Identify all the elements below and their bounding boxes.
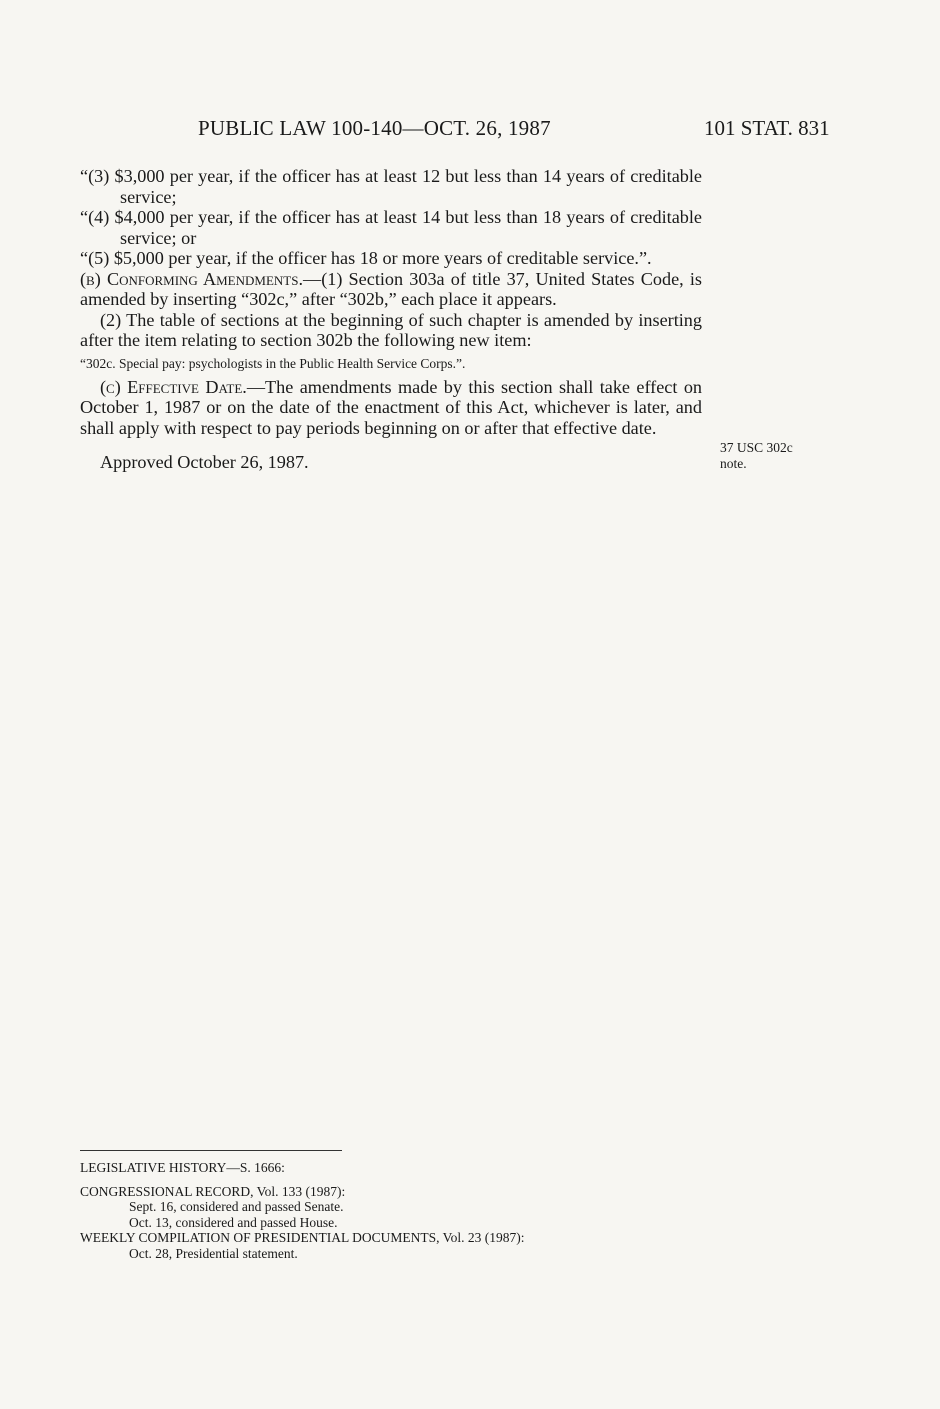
paragraph-5: “(5) $5,000 per year, if the officer has 18 or more years of creditable service.”. <box>80 248 652 268</box>
spacer <box>80 438 702 452</box>
statute-text <box>80 166 702 473</box>
footnote-divider <box>80 1150 342 1151</box>
subsection-b <box>80 269 702 310</box>
approval-date: Approved October 26, 1987. <box>100 452 309 472</box>
subsection-b-heading: (b) Conforming Amendments. <box>80 268 303 289</box>
history-item: Oct. 13, considered and passed House. <box>129 1214 338 1230</box>
margin-citation <box>720 440 840 472</box>
history-item: Oct. 28, Presidential statement. <box>129 1245 298 1261</box>
subsection-b2: (2) The table of sections at the beginning of such chapter is amended by inserting after the item relating to section 302b the following new item: <box>80 309 702 350</box>
paragraph-3: “(3) $3,000 per year, if the officer has at least 12 but less than 14 years of creditable service; <box>80 166 702 207</box>
subsection-c-heading: (c) Effective Date. <box>100 376 247 397</box>
running-header-page: 101 STAT. 831 <box>704 116 830 140</box>
history-title: LEGISLATIVE HISTORY—S. 1666: <box>80 1160 285 1175</box>
legislative-history <box>80 1160 720 1261</box>
weekly-compilation-heading: WEEKLY COMPILATION OF PRESIDENTIAL DOCUMENTS, Vol. 23 (1987): <box>80 1230 525 1245</box>
new-table-item: “302c. Special pay: psychologists in the Public Health Service Corps.”. <box>80 355 466 371</box>
subsection-c-text: —The amendments made by this section shall take effect on October 1, 1987 or on the date of the enactment of this Act, whichever is later, and shall apply with respect to pay periods beginning on or after that effective date. <box>80 376 703 438</box>
subsection-c <box>80 377 702 439</box>
paragraph-4: “(4) $4,000 per year, if the officer has at least 14 but less than 18 years of creditable service; or <box>80 207 702 248</box>
congressional-record-heading: CONGRESSIONAL RECORD, Vol. 133 (1987): <box>80 1183 346 1199</box>
margin-citation-line2: note. <box>720 456 747 471</box>
subsection-b-text: —(1) Section 303a of title 37, United States Code, is amended by inserting “302c,” after “302b,” each place it appears. <box>80 268 702 309</box>
history-item: Sept. 16, considered and passed Senate. <box>129 1199 344 1214</box>
margin-citation-line1: 37 USC 302c <box>720 440 793 455</box>
running-header-title: PUBLIC LAW 100-140—OCT. 26, 1987 <box>198 116 551 140</box>
